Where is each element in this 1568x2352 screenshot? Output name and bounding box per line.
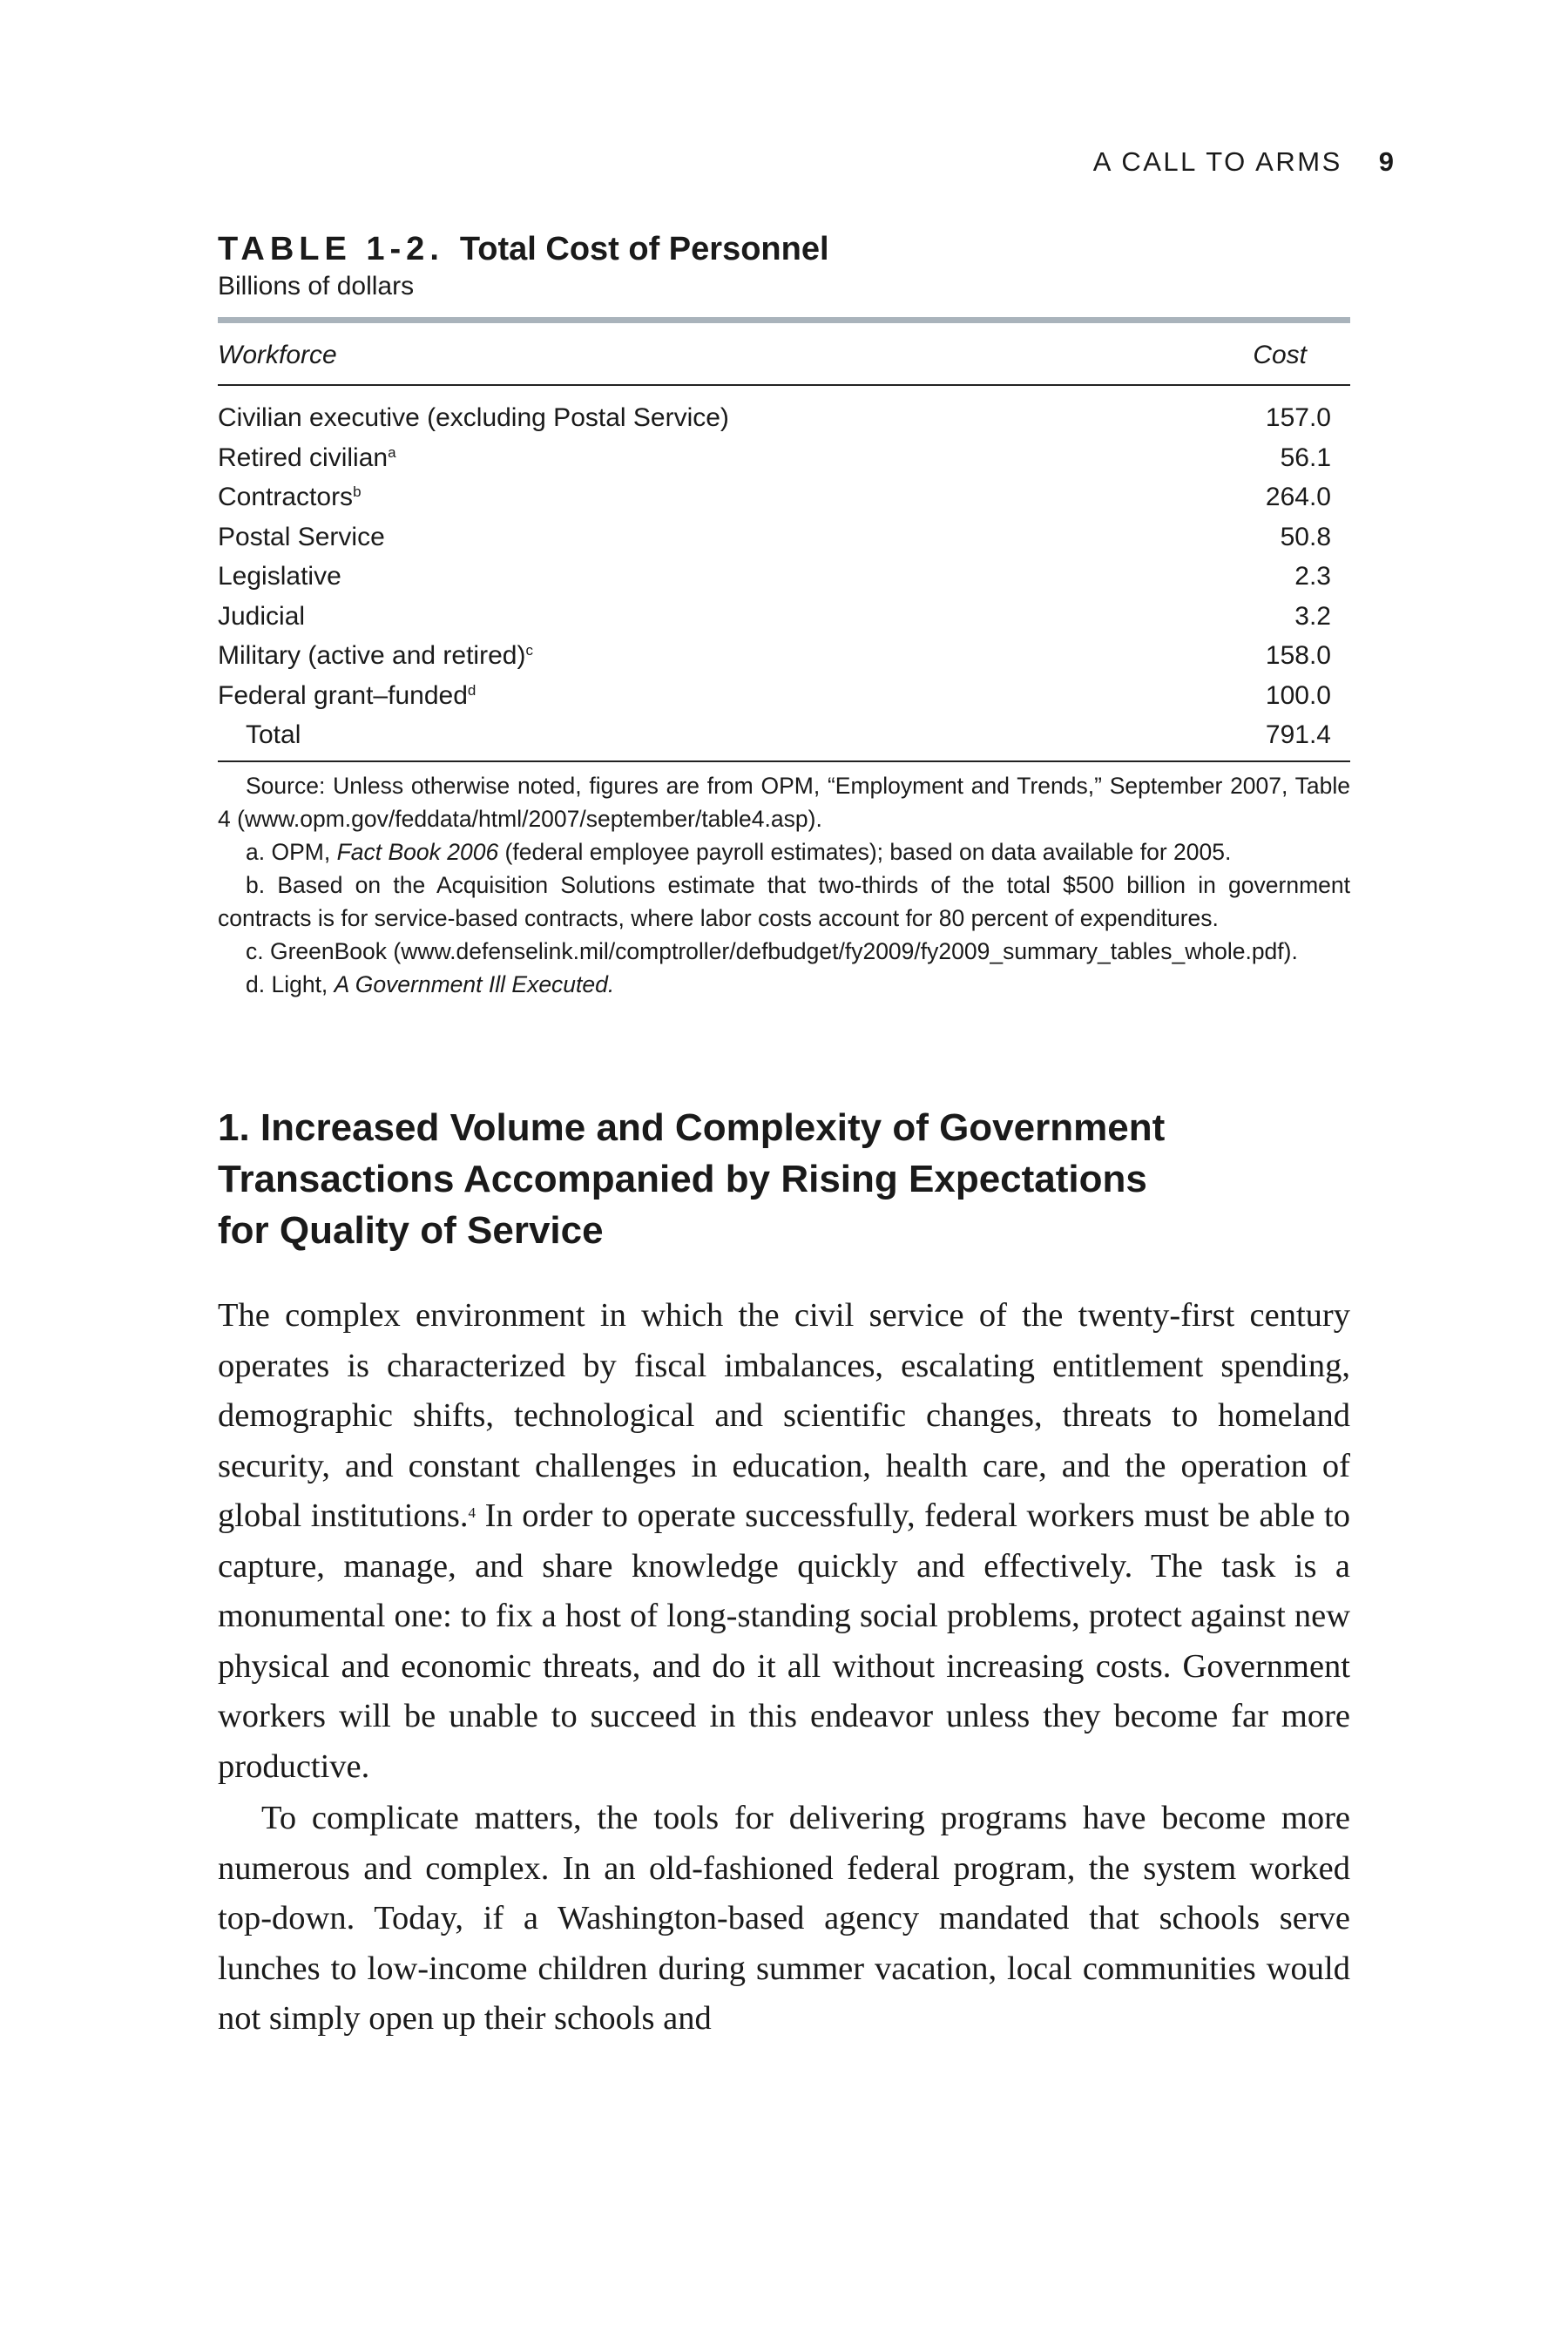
note-d: d. Light, A Government Ill Executed. [246, 970, 615, 997]
row-value: 264.0 [1265, 483, 1331, 511]
paragraph: To complicate matters, the tools for delivering programs have become more numerous and complex. In an old-fashioned federal program, the system worked top-down. Today, if a Washington-based agency mandated that schools serve lunches to low-income children during summer vacation, local communities would not simply open up their schools and [218, 1800, 1350, 2037]
row-label: Postal Service [218, 522, 385, 551]
table-row [218, 398, 1350, 438]
page-number: 9 [1378, 146, 1394, 177]
row-value: 56.1 [1280, 443, 1331, 472]
table-row [218, 597, 1350, 637]
table-row [218, 636, 1350, 676]
paragraph: The complex environment in which the civil service of the twenty-first century operates is characterized by fiscal imbalances, escalating entitlement spending, demographic shifts, technological and scientific changes, threats to homeland security, and constant challenges in education, health care, and the operation of global institutions.$^4$ In order to operate successfully, federal workers must be able to capture, manage, and share knowledge quickly and effectively. The task is a monumental one: to fix a host of long-standing social problems, protect against new physical and economic threats, and do it all without increasing costs. Government workers will be unable to succeed in this endeavor unless they become far more productive. [218, 1297, 1350, 1785]
row-value: 3.2 [1294, 601, 1331, 631]
table-body [218, 386, 1350, 762]
column-header-cost: Cost [1253, 341, 1307, 369]
table-name: Total Cost of Personnel [459, 231, 829, 267]
row-label: Civilian executive (excluding Postal Service) [218, 403, 729, 432]
row-label: Judicial [218, 601, 306, 631]
note-b: b. Based on the Acquisition Solutions estimate that two-thirds of the total $500 billion in government contracts is for service-based contracts, where labor costs account for 80 percent of expenditures. [218, 871, 1350, 931]
table-title [218, 228, 1350, 270]
row-label: Retired civilian$^a$ [218, 443, 396, 472]
table-subtitle: Billions of dollars [218, 272, 415, 301]
row-value: 158.0 [1265, 641, 1331, 670]
table-row [218, 557, 1350, 597]
table-row [218, 477, 1350, 517]
row-label: Legislative [218, 562, 341, 591]
table-top-rule [218, 317, 1350, 323]
table-total-row [218, 715, 1350, 755]
running-head [218, 146, 1394, 178]
running-head-title: A CALL TO ARMS [1092, 146, 1342, 177]
footnote-marker: a [388, 443, 396, 461]
table-row [218, 438, 1350, 478]
note-a: a. OPM, Fact Book 2006 (federal employee payroll estimates); based on data available for 2005. [246, 838, 1232, 865]
row-value: 50.8 [1280, 522, 1331, 551]
footnote-marker: b [353, 483, 362, 500]
note-c: c. GreenBook (www.defenselink.mil/comptroller/defbudget/fy2009/fy2009_summary_tables_whole.pdf). [246, 937, 1298, 964]
row-label: Federal grant–funded$^d$ [218, 680, 476, 710]
row-value: 157.0 [1265, 403, 1331, 432]
table-row [218, 676, 1350, 716]
table-notes [218, 769, 1350, 1001]
section-heading-line: Transactions Accompanied by Rising Expectations [218, 1158, 1147, 1200]
table-label: TABLE 1-2. [218, 231, 444, 267]
footnote-marker: c [525, 642, 533, 659]
total-value: 791.4 [1265, 720, 1331, 749]
table-header-row [218, 339, 1350, 386]
row-label: Contractors$^b$ [218, 483, 362, 511]
footnote-marker: d [467, 681, 476, 699]
footnote-marker: 4 [468, 1504, 476, 1521]
section-heading [218, 1102, 1263, 1256]
body-text [218, 1291, 1350, 2044]
note-source: Source: Unless otherwise noted, figures are from OPM, “Employment and Trends,” September 2007, Table 4 (www.opm.gov/feddata/html/2007/september/table4.asp). [218, 772, 1350, 832]
row-value: 100.0 [1265, 680, 1331, 710]
section-heading-line: for Quality of Service [218, 1209, 604, 1252]
column-header-workforce: Workforce [218, 341, 337, 369]
total-label: Total [246, 720, 301, 749]
cost-table [218, 228, 1350, 1001]
section-heading-line: 1. Increased Volume and Complexity of Government [218, 1106, 1166, 1149]
row-label: Military (active and retired)$^c$ [218, 641, 533, 670]
table-row [218, 517, 1350, 558]
row-value: 2.3 [1294, 562, 1331, 591]
